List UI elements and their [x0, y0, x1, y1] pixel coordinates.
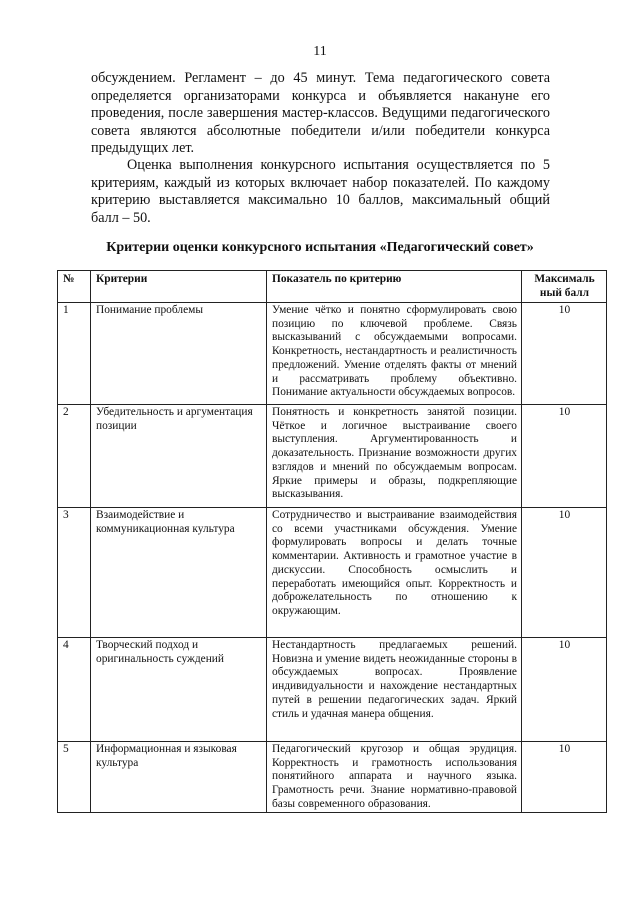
- row-indicator: Педагогический кругозор и общая эрудиция. Корректность и грамотность использования понятийного аппарата и научного языка. Грамотность речи. Знание нормативно-правовой базы современного образования.: [267, 742, 522, 813]
- row-indicator: Понятность и конкретность занятой позиции. Чёткое и логичное выстраивание своего выступления. Аргументированность и доказательность. Признание возможности других взглядов и мнений по обсуждаемым вопросам. Яркие примеры и образы, подкрепляющие высказывания.: [267, 405, 522, 508]
- row-number: 2: [58, 405, 91, 508]
- table-row: [58, 638, 607, 742]
- row-indicator: Нестандартность предлагаемых решений. Новизна и умение видеть неожиданные стороны в обсуждаемых вопросах. Проявление индивидуальности и нахождение нестандартных путей в решении педагогических задач. Яркий стиль и удачная манера общения.: [267, 638, 522, 742]
- row-number: 4: [58, 638, 91, 742]
- table-title: Критерии оценки конкурсного испытания «Педагогический совет»: [106, 240, 534, 255]
- row-indicator: Сотрудничество и выстраивание взаимодействия со всеми участниками обсуждения. Умение формулировать вопросы и делать точные комментарии. Активность и грамотное участие в дискуссии. Способность осмыслить и переработать имеющийся опыт. Корректность и доброжелательность по отношению к окружающим.: [267, 508, 522, 638]
- paragraph-evaluation: Оценка выполнения конкурсного испытания осуществляется по 5 критериям, каждый из которых включает набор показателей. По каждому критерию выставляется максимально 10 баллов, максимальный общий балл – 50.: [91, 157, 550, 226]
- row-number: 1: [58, 303, 91, 405]
- page-number: 11: [313, 44, 327, 59]
- row-criterion: Понимание проблемы: [91, 303, 267, 405]
- row-max-score: 10: [522, 303, 607, 405]
- header-max-score: Максималь ный балл: [522, 271, 607, 303]
- header-number: №: [58, 271, 91, 303]
- paragraph-intro: обсуждением. Регламент – до 45 минут. Тема педагогического совета определяется организаторами конкурса и объявляется накануне его проведения, после завершения мастер-классов. Ведущими педагогического совета являются абсолютные победители и/или победители конкурса предыдущих лет.: [91, 70, 550, 157]
- row-max-score: 10: [522, 508, 607, 638]
- criteria-table: [57, 270, 607, 813]
- table-row: [58, 405, 607, 508]
- header-criterion: Критерии: [91, 271, 267, 303]
- table-row: [58, 303, 607, 405]
- table-row: [58, 742, 607, 813]
- row-criterion: Творческий подход и оригинальность суждений: [91, 638, 267, 742]
- row-criterion: Взаимодействие и коммуникационная культура: [91, 508, 267, 638]
- table-row: [58, 508, 607, 638]
- row-max-score: 10: [522, 742, 607, 813]
- row-criterion: Убедительность и аргументация позиции: [91, 405, 267, 508]
- header-indicator: Показатель по критерию: [267, 271, 522, 303]
- row-indicator: Умение чётко и понятно сформулировать свою позицию по ключевой проблеме. Связь высказываний с обсуждаемыми вопросами. Конкретность, нестандартность и реалистичность предложений. Умение отделять факты от мнений и рассматривать проблему объективно. Понимание актуальности обсуждаемых вопросов.: [267, 303, 522, 405]
- row-max-score: 10: [522, 405, 607, 508]
- row-criterion: Информационная и языковая культура: [91, 742, 267, 813]
- table-header-row: [58, 271, 607, 303]
- row-number: 3: [58, 508, 91, 638]
- row-number: 5: [58, 742, 91, 813]
- row-max-score: 10: [522, 638, 607, 742]
